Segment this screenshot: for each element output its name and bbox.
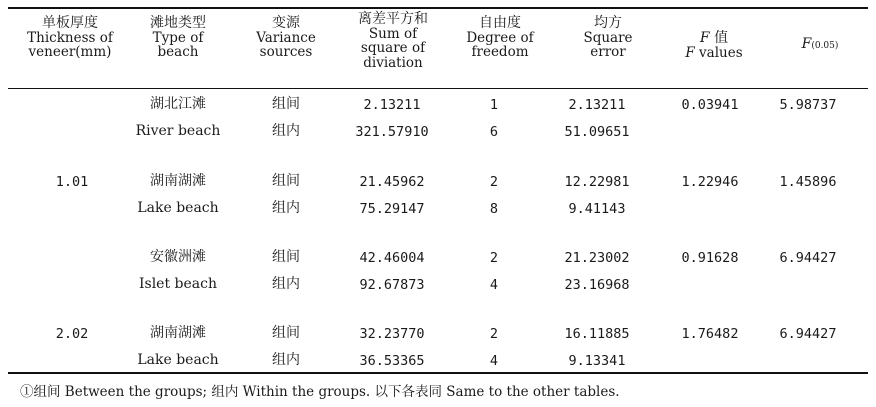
header-ms-cn: 均方 (593, 15, 622, 31)
df-value: 2 (489, 174, 499, 190)
header-thickness-cn: 单板厚度 (42, 15, 98, 31)
header-thickness (27, 16, 113, 60)
sum-of-squares-value: 92.67873 (359, 277, 425, 293)
df-value: 1 (489, 97, 499, 113)
sum-of-squares-value: 36.53365 (359, 353, 425, 369)
table-top-rule (8, 7, 868, 9)
beach-type-cn: 湖南湖滩 (150, 173, 206, 189)
variance-source: 组内 (272, 276, 300, 292)
header-ss-cn: 离差平方和 (358, 11, 428, 27)
beach-type-cn: 安徽洲滩 (150, 249, 206, 265)
header-sum-of-squares (358, 12, 428, 70)
variance-source: 组间 (272, 96, 300, 112)
f-critical-value: 6.94427 (779, 250, 837, 266)
variance-source: 组内 (272, 123, 300, 139)
df-value: 2 (489, 326, 499, 342)
thickness-label: 2.02 (55, 326, 89, 342)
sum-of-squares-value: 21.45962 (359, 174, 425, 190)
header-fcrit-symbol: F (801, 36, 812, 52)
variance-source: 组内 (272, 200, 300, 216)
header-variance-cn: 变源 (272, 15, 300, 31)
header-df-cn: 自由度 (479, 15, 521, 31)
header-beach-cn: 滩地类型 (150, 15, 206, 31)
header-beach-type (150, 16, 206, 60)
f-value: 0.91628 (681, 250, 739, 266)
df-value: 4 (489, 353, 499, 369)
sum-of-squares-value: 32.23770 (359, 326, 425, 342)
header-f-values (685, 31, 742, 60)
header-f-en-symbol: F (685, 44, 695, 61)
table-header-rule (8, 88, 868, 89)
df-value: 2 (489, 250, 499, 266)
header-thickness-en2: veneer(mm) (28, 44, 112, 60)
f-critical-value: 6.94427 (779, 326, 837, 342)
beach-type-cn: 湖北江滩 (150, 96, 206, 112)
df-value: 4 (489, 277, 499, 293)
header-f-symbol: F (699, 30, 710, 46)
variance-source: 组间 (272, 325, 300, 341)
f-critical-value: 5.98737 (779, 97, 837, 113)
f-value: 1.22946 (681, 174, 739, 190)
variance-source: 组内 (272, 352, 300, 368)
sum-of-squares-value: 321.57910 (355, 124, 429, 140)
mean-square-value: 21.23002 (564, 250, 630, 266)
table-bottom-rule (8, 372, 868, 374)
mean-square-value: 2.13211 (568, 97, 626, 113)
header-fcrit-subscript: (0.05) (811, 41, 839, 51)
header-variance-sources (256, 16, 316, 60)
f-value: 1.76482 (681, 326, 739, 342)
thickness-label: 1.01 (55, 174, 89, 190)
f-value: 0.03941 (681, 97, 739, 113)
sum-of-squares-value: 42.46004 (359, 250, 425, 266)
header-variance-en2: sources (259, 44, 313, 60)
header-ss-en1: Sum of (368, 25, 418, 42)
df-value: 8 (489, 201, 499, 217)
mean-square-value: 9.13341 (568, 353, 626, 369)
header-beach-en2: beach (157, 44, 199, 60)
mean-square-value: 51.09651 (564, 124, 630, 140)
header-ms-en2: error (590, 44, 626, 60)
mean-square-value: 9.41143 (568, 201, 626, 217)
header-variance-en1: Variance (256, 29, 316, 46)
mean-square-value: 12.22981 (564, 174, 630, 190)
header-ss-en3: diviation (363, 54, 423, 71)
header-df-en2: freedom (471, 44, 529, 60)
beach-type-en: River beach (135, 123, 221, 139)
sum-of-squares-value: 2.13211 (363, 97, 421, 113)
header-f-critical (802, 37, 839, 54)
beach-type-cn: 湖南湖滩 (150, 325, 206, 341)
header-ss-en2: square of (360, 40, 426, 56)
header-degree-of-freedom (466, 16, 533, 60)
header-f-en (685, 46, 742, 61)
beach-type-en: Islet beach (138, 276, 218, 292)
variance-source: 组间 (272, 249, 300, 265)
variance-source: 组间 (272, 173, 300, 189)
header-f-cn-suffix: 值 (709, 30, 729, 46)
header-square-error (583, 16, 632, 60)
header-f-en-suffix: values (694, 44, 743, 61)
mean-square-value: 23.16968 (564, 277, 630, 293)
mean-square-value: 16.11885 (564, 326, 630, 342)
header-thickness-en1: Thickness of (27, 29, 113, 46)
header-df-en1: Degree of (466, 29, 534, 46)
f-critical-value: 1.45896 (779, 174, 837, 190)
header-f-cn (685, 31, 742, 46)
beach-type-en: Lake beach (137, 200, 219, 216)
table-footnote: ①组间 Between the groups; 组内 Within the groups. 以下各表同 Same to the other tables. (20, 384, 620, 400)
df-value: 6 (489, 124, 499, 140)
header-beach-en1: Type of (152, 29, 204, 46)
beach-type-en: Lake beach (137, 352, 219, 368)
sum-of-squares-value: 75.29147 (359, 201, 425, 217)
header-ms-en1: Square (583, 29, 633, 46)
